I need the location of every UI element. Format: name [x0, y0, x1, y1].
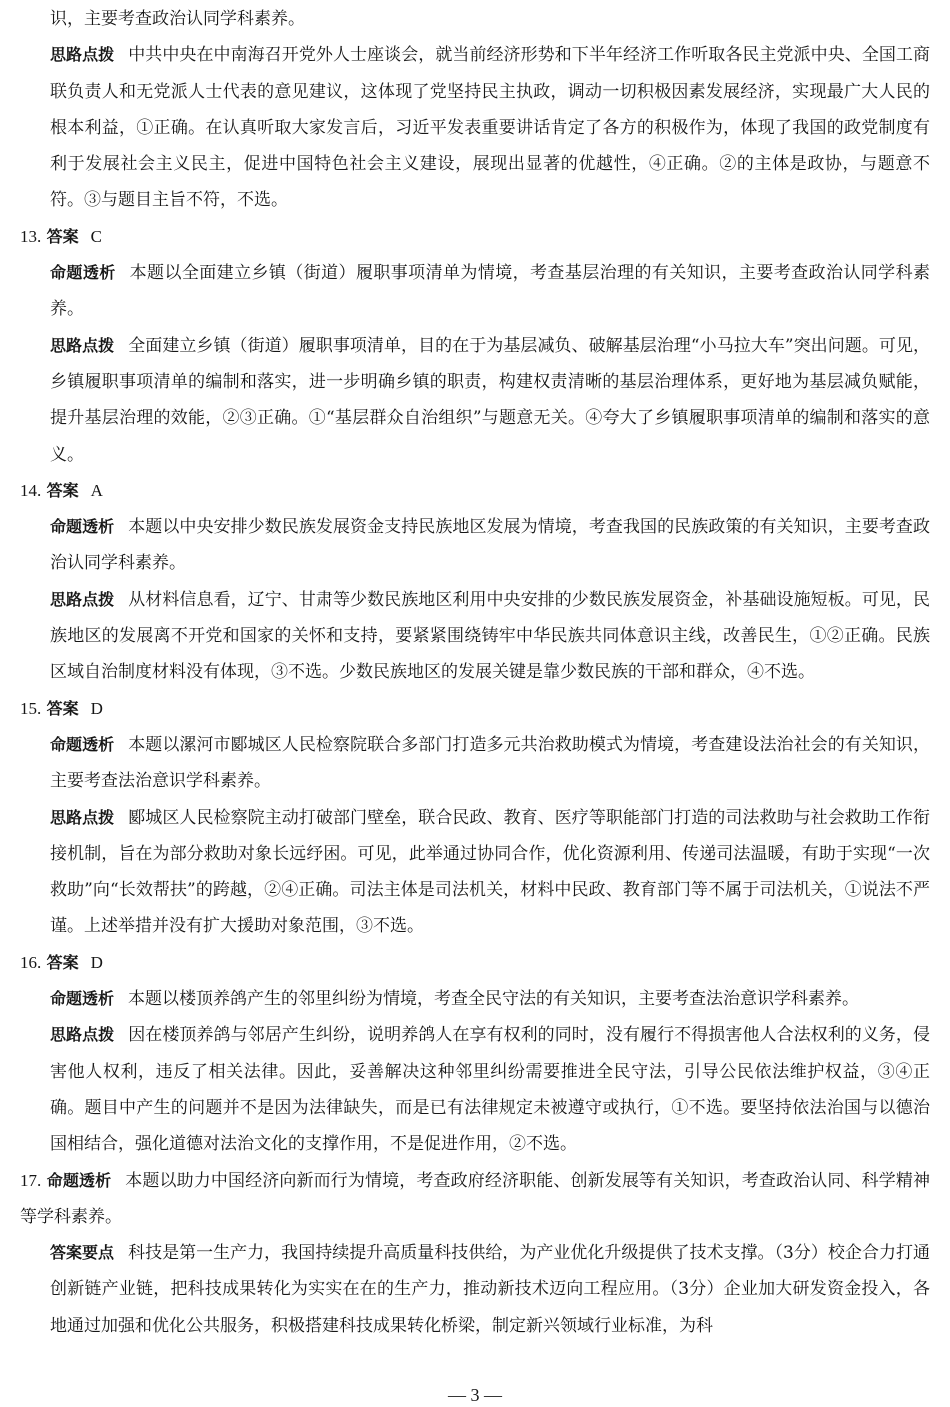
page-number: — 3 —: [448, 1385, 502, 1405]
q17-analysis: [20, 1163, 930, 1236]
q13-answer-label: 答案: [46, 226, 79, 246]
q13-analysis: [20, 255, 930, 328]
q14-analysis-text: 本题以中央安排少数民族发展资金支持民族地区发展为情境，考查我国的民族政策的有关知识，主要考查政治认同学科素养。: [50, 517, 930, 574]
q17-key-points: [20, 1235, 930, 1344]
q17-analysis-text: 本题以助力中国经济向新而行为情境，考查政府经济职能、创新发展等有关知识，考查政治认同、科学精神等学科素养。: [20, 1170, 930, 1227]
q15-analysis-label: 命题透析: [50, 734, 115, 754]
q16-number: 16.: [20, 952, 42, 972]
page-content: [20, 1, 930, 1344]
q12-hint-label: 思路点拨: [50, 45, 115, 65]
q15-answer-line: [20, 691, 930, 727]
q16-answer-label: 答案: [46, 952, 79, 972]
q12-hint-text: 中共中央在中南海召开党外人士座谈会，就当前经济形势和下半年经济工作听取各民主党派中央、全国工商联负责人和无党派人士代表的意见建议，这体现了党坚持民主执政，调动一切积极因素发展经济，实现最广大人民的根本利益，①正确。在认真听取大家发言后，习近平发表重要讲话肯定了各方的积极作为，体现了我国的政党制度有利于发展社会主义民主，促进中国特色社会主义建设，展现出显著的优越性，④正确。②的主体是政协，与题意不符。③与题目主旨不符，不选。: [50, 45, 930, 211]
q15-answer-label: 答案: [46, 698, 79, 718]
q16-hint: [20, 1017, 930, 1162]
q13-analysis-text: 本题以全面建立乡镇（街道）履职事项清单为情境，考查基层治理的有关知识，主要考查政治认同学科素养。: [50, 263, 930, 320]
q14-analysis-label: 命题透析: [50, 517, 115, 537]
q14-hint-text: 从材料信息看，辽宁、甘肃等少数民族地区利用中央安排的少数民族发展资金，补基础设施短板。可见，民族地区的发展离不开党和国家的关怀和支持，要紧紧围绕铸牢中华民族共同体意识主线，改善民生，①②正确。民族区域自治制度材料没有体现，③不选。少数民族地区的发展关键是靠少数民族的干部和群众，④不选。: [50, 589, 930, 683]
q15-answer: D: [90, 698, 103, 718]
q15-analysis-text: 本题以漯河市郾城区人民检察院联合多部门打造多元共治救助模式为情境，考查建设法治社会的有关知识，主要考查法治意识学科素养。: [50, 734, 930, 792]
q14-answer-label: 答案: [46, 480, 79, 500]
q17-key-label: 答案要点: [50, 1243, 115, 1263]
q13-answer: C: [90, 226, 103, 246]
q14-analysis: [20, 509, 930, 582]
q13-hint-label: 思路点拨: [50, 335, 115, 355]
q16-answer-line: [20, 945, 930, 981]
q12-hint: [20, 37, 930, 218]
q16-analysis-text: 本题以楼顶养鸽产生的邻里纠纷为情境，考查全民守法的有关知识，主要考查法治意识学科素养。: [128, 989, 860, 1010]
q16-answer: D: [90, 952, 103, 972]
q14-hint-label: 思路点拨: [50, 589, 115, 609]
q16-analysis-label: 命题透析: [50, 989, 115, 1009]
q15-analysis: [20, 727, 930, 800]
q14-hint: [20, 582, 930, 691]
q13-answer-line: [20, 219, 930, 255]
q16-hint-label: 思路点拨: [50, 1025, 115, 1045]
q13-hint-text: 全面建立乡镇（街道）履职事项清单，目的在于为基层减负、破解基层治理“小马拉大车”突出问题。可见，乡镇履职事项清单的编制和落实，进一步明确乡镇的职责，构建权责清晰的基层治理体系，更好地为基层减负赋能，提升基层治理的效能，②③正确。①“基层群众自治组织”与题意无关。④夸大了乡镇履职事项清单的编制和落实的意义。: [50, 335, 930, 465]
q15-hint-text: 郾城区人民检察院主动打破部门壁垒，联合民政、教育、医疗等职能部门打造的司法救助与社会救助工作衔接机制，旨在为部分救助对象长远纾困。可见，此举通过协同合作，优化资源利用、传递司法温暖，有助于实现“一次救助”向“长效帮扶”的跨越，②④正确。司法主体是司法机关，材料中民政、教育部门等不属于司法机关，①说法不严谨。上述举措并没有扩大援助对象范围，③不选。: [50, 807, 930, 937]
q16-analysis: [20, 981, 930, 1017]
q14-answer-line: [20, 473, 930, 509]
q15-number: 15.: [20, 698, 42, 718]
q14-number: 14.: [20, 480, 42, 500]
q14-answer: A: [90, 480, 103, 500]
q13-hint: [20, 328, 930, 473]
q15-hint-label: 思路点拨: [50, 807, 115, 827]
q13-analysis-label: 命题透析: [50, 263, 116, 283]
q15-hint: [20, 800, 930, 945]
q16-hint-text: 因在楼顶养鸽与邻居产生纠纷，说明养鸽人在享有权利的同时，没有履行不得损害他人合法权利的义务，侵害他人权利，违反了相关法律。因此，妥善解决这种邻里纠纷需要推进全民守法，引导公民依法维护权益，③④正确。题目中产生的问题并不是因为法律缺失，而是已有法律规定未被遵守或执行，①不选。要坚持依法治国与以德治国相结合，强化道德对法治文化的支撑作用，不是促进作用，②不选。: [50, 1025, 930, 1155]
top-fragment: 识，主要考查政治认同学科素养。: [50, 9, 305, 29]
q17-number: 17.: [20, 1170, 42, 1190]
q17-analysis-label: 命题透析: [46, 1170, 112, 1190]
q17-key-text: 科技是第一生产力，我国持续提升高质量科技供给，为产业优化升级提供了技术支撑。（3分）校企合力打通创新链产业链，把科技成果转化为实实在在的生产力，推动新技术迈向工程应用。（3分）企业加大研发资金投入，各地通过加强和优化公共服务，积极搭建科技成果转化桥梁，制定新兴领域行业标准，为科: [50, 1243, 930, 1336]
q13-number: 13.: [20, 226, 42, 246]
